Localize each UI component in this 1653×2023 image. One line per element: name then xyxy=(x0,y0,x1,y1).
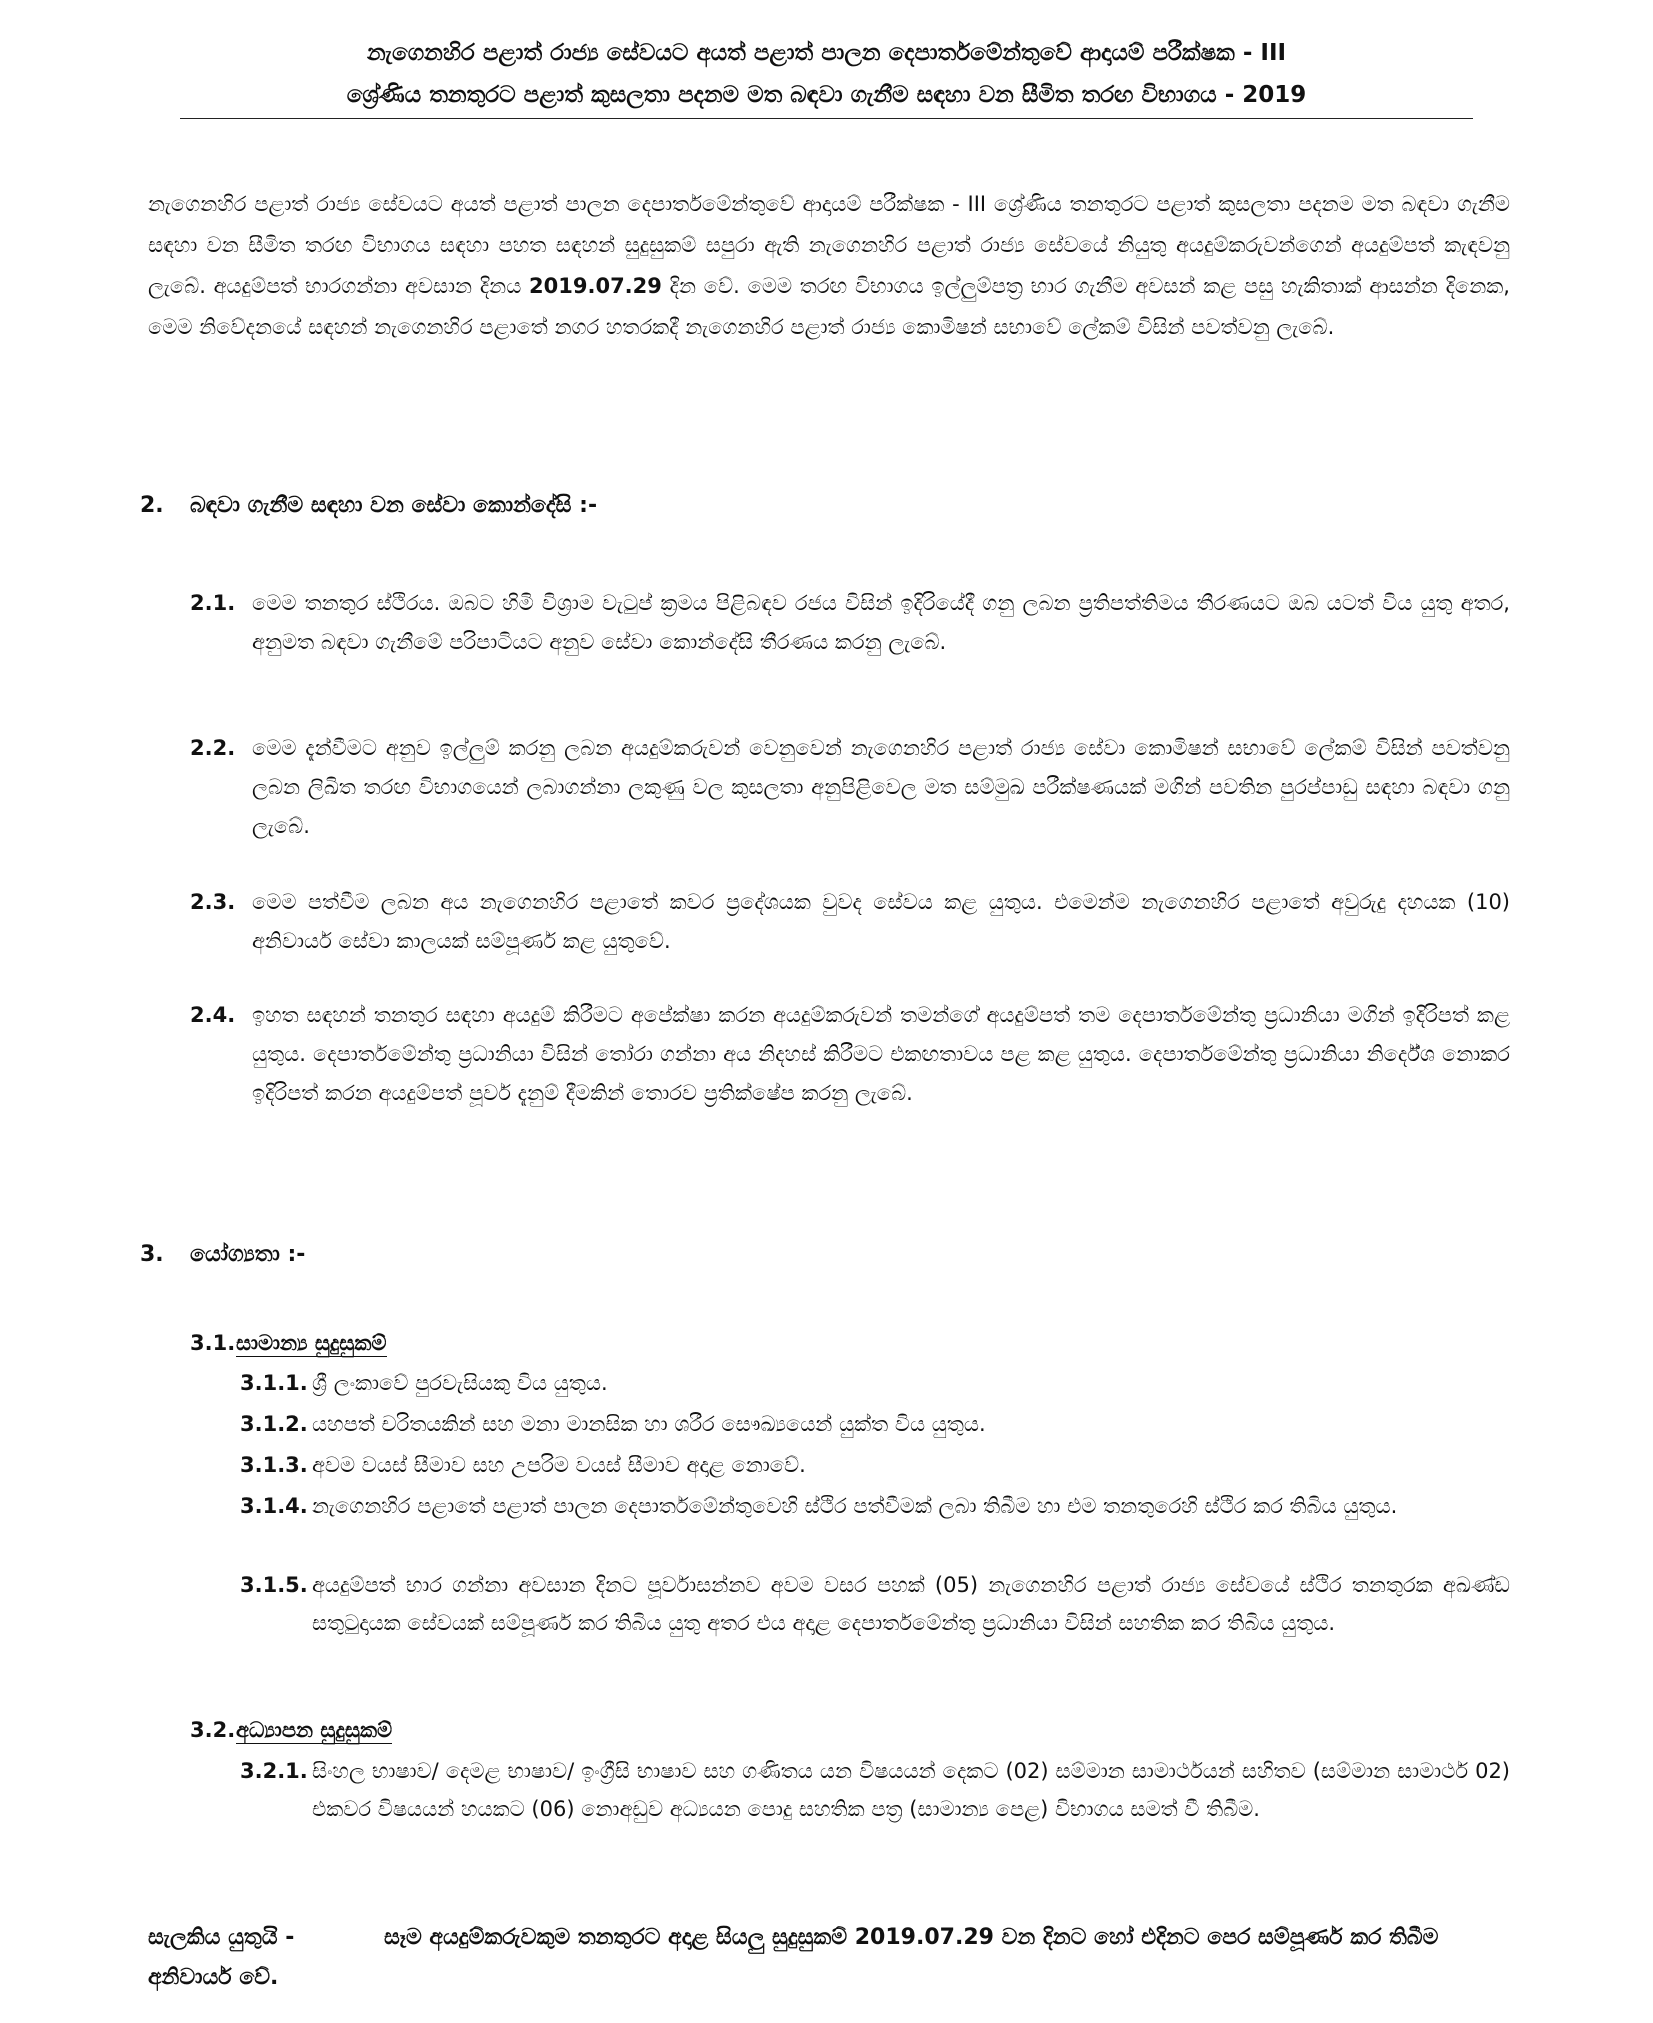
item-text: ශ්‍රී ලංකාවේ පුරවැසියකු විය යුතුය. xyxy=(312,1371,608,1395)
item-number: 3.1.5. xyxy=(240,1573,308,1597)
subsection-title: සාමාන්‍ය සුදුසුකම් xyxy=(236,1331,387,1355)
item-number: 3.1.4. xyxy=(240,1494,308,1518)
clause-number: 2.2. xyxy=(190,736,236,760)
clause-text: මෙම දැන්වීමට අනුව ඉල්ලුම් කරනු ලබන අයදුම්කරුවන් වෙනුවෙන් නැගෙනහිර පළාත් රාජ්‍ය සේවා කොමිෂන් සභාවේ ලේකම් විසින් පවත්වනු ලබන ලිඛිත තරඟ විභාගයෙන් ලබාගන්නා ලකුණු වල කුසලතා අනුපිළිවෙල මත සම්මුඛ පරීක්ෂණයක් මගින් පවතින පුරප්පාඩු සඳහා බඳවා ගනු ලැබේ. xyxy=(252,736,1510,838)
clause-2-4 xyxy=(190,996,1510,1113)
clause-2-3 xyxy=(190,883,1510,961)
item-3-1-1 xyxy=(240,1364,1510,1402)
subsection-3-1-heading xyxy=(190,1325,387,1361)
clause-number: 2.1. xyxy=(190,591,236,615)
section-2-number: 2. xyxy=(140,493,164,518)
subsection-number: 3.2. xyxy=(190,1718,236,1742)
item-3-1-3 xyxy=(240,1446,1510,1484)
notice-label: සැලකිය යුතුයි - xyxy=(148,1925,295,1950)
subsection-number: 3.1. xyxy=(190,1331,236,1355)
item-number: 3.1.2. xyxy=(240,1412,308,1436)
clause-text: මෙම පත්වීම ලබන අය නැගෙනහිර පළාතේ කවර ප්‍රදේශයක වුවද සේවය කළ යුතුය. එමෙන්ම නැගෙනහිර පළාතේ අවුරුදු දහයක (10) අනිවාර්ය සේවා කාලයක් සම්පූර්ණ කළ යුතුවේ. xyxy=(252,890,1510,953)
item-text: සිංහල භාෂාව/ දෙමළ භාෂාව/ ඉංග්‍රීසි භාෂාව සහ ගණිතය යන විෂයයන් දෙකට (02) සම්මාන සාමාර්ථයන් සහිතව (සම්මාන සාමාර්ථ 02) එකවර විෂයයන් හයකට (06) නොඅඩුව අධ්‍යයන පොදු සහතික පත්‍ර (සාමාන්‍ය පෙළ) විභාගය සමත් වී තිබීම. xyxy=(312,1759,1510,1821)
notice-text: සෑම අයදුම්කරුවකුම තනතුරට අදාළ සියලු සුදුසුකම් 2019.07.29 වන දිනට හෝ එදිනට පෙර සම්පූර්ණ කර තිබීම අනිවාර්ය වේ. xyxy=(148,1925,1439,1990)
closing-date: 2019.07.29 xyxy=(529,274,662,298)
intro-text-part2: දින වේ. මෙම තරඟ විභාගය ඉල්ලුම්පත්‍ර භාර ගැනීම අවසන් කළ පසු හැකිතාක් ආසන්න දිනෙක, මෙම නිවේදනයේ සඳහන් නැගෙනහිර පළාතේ නගර හතරකදී නැගෙනහිර පළාත් රාජ්‍ය කොමිෂන් සභාවේ ලේකම් විසින් පවත්වනු ලැබේ. xyxy=(148,274,1510,339)
title-line-1: නැගෙනහිර පළාත් රාජ්‍ය සේවයට අයත් පළාත් පාලන දෙපාර්තමේන්තුවේ ආදායම් පරීක්ෂක - III xyxy=(366,40,1287,66)
subsection-title: අධ්‍යාපන සුදුසුකම් xyxy=(236,1718,393,1742)
section-2-title: බඳවා ගැනීම සඳහා වන සේවා කොන්දේසි :- xyxy=(190,493,598,518)
subsection-3-2-heading xyxy=(190,1712,392,1748)
clause-number: 2.3. xyxy=(190,890,236,914)
item-3-1-5 xyxy=(240,1566,1510,1642)
item-3-1-2 xyxy=(240,1405,1510,1443)
intro-text-part1: නැගෙනහිර පළාත් රාජ්‍ය සේවයට අයත් පළාත් පාලන දෙපාර්තමේන්තුවේ ආදායම් පරීක්ෂක - III ශ්‍රේණිය තනතුරට පළාත් කුසලතා පදනම මත බඳවා ගැනීම සඳහා වන සීමිත තරඟ විභාගය සඳහා පහත සඳහන් සුදුසුකම් සපුරා ඇති නැගෙනහිර පළාත් රාජ්‍ය සේවයේ නියුතු අයදුම්කරුවන්ගෙන් අයදුම්පත් කැඳවනු ලැබේ. අයදුම්පත් භාරගන්නා අවසාන දිනය xyxy=(148,192,1510,298)
item-number: 3.1.1. xyxy=(240,1371,308,1395)
item-3-1-4 xyxy=(240,1487,1510,1525)
item-text: අයදුම්පත් භාර ගන්නා අවසාන දිනට පූර්වාසන්නව අවම වසර පහක් (05) නැගෙනහිර පළාත් රාජ්‍ය සේවයේ ස්ථිර තනතුරක අඛණ්ඩ සතුටුදායක සේවයක් සම්පූර්ණ කර තිබිය යුතු අතර එය අදාළ දෙපාර්තමේන්තු ප්‍රධානියා විසින් සහතික කර තිබිය යුතුය. xyxy=(312,1573,1510,1635)
section-3-heading xyxy=(140,1238,1440,1272)
section-2-heading xyxy=(140,489,1440,523)
clause-2-2 xyxy=(190,729,1510,846)
item-text: යහපත් චරිතයකින් සහ මනා මානසික හා ශරීර සෞඛ්‍යයෙන් යුක්ත විය යුතුය. xyxy=(312,1412,986,1436)
section-3-number: 3. xyxy=(140,1242,164,1267)
section-3-title: යෝග්‍යතා :- xyxy=(190,1242,306,1267)
important-notice xyxy=(148,1918,1510,1998)
item-number: 3.2.1. xyxy=(240,1759,308,1783)
title-underline xyxy=(180,118,1473,119)
intro-paragraph xyxy=(148,184,1510,348)
item-3-2-1 xyxy=(240,1752,1510,1828)
title-line-2: ශ්‍රේණිය තනතුරට පළාත් කුසලතා පදනම මත බඳවා ගැනීම සඳහා වන සීමිත තරඟ විභාගය - 2019 xyxy=(346,82,1307,108)
item-number: 3.1.3. xyxy=(240,1453,308,1477)
clause-text: ඉහත සඳහන් තනතුර සඳහා අයදුම් කිරීමට අපේක්ෂා කරන අයදුම්කරුවන් තමන්ගේ අයදුම්පත් තම දෙපාර්තමේන්තු ප්‍රධානියා මගින් ඉදිරිපත් කළ යුතුය. දෙපාර්තමේන්තු ප්‍රධානියා විසින් තෝරා ගන්නා අය නිදහස් කිරීමට එකඟතාවය පළ කළ යුතුය. දෙපාර්තමේන්තු ප්‍රධානියා නිර්දේශ නොකර ඉදිරිපත් කරන අයදුම්පත් පූර්ව දැනුම් දීමකින් තොරව ප්‍රතික්ෂේප කරනු ලැබේ. xyxy=(252,1003,1510,1105)
clause-2-1 xyxy=(190,584,1510,662)
document-title xyxy=(180,32,1473,116)
item-text: අවම වයස් සීමාව සහ උපරිම වයස් සීමාව අදාළ නොවේ. xyxy=(312,1453,806,1477)
clause-number: 2.4. xyxy=(190,1003,236,1027)
item-text: නැගෙනහිර පළාතේ පළාත් පාලන දෙපාර්තමේන්තුවෙහි ස්ථිර පත්වීමක් ලබා තිබීම හා එම තනතුරෙහි ස්ථිර කර තිබිය යුතුය. xyxy=(312,1494,1398,1518)
clause-text: මෙම තනතුර ස්ථිරය. ඔබට හිමි විශ්‍රාම වැටුප් ක්‍රමය පිළිබඳව රජය විසින් ඉදිරියේදී ගනු ලබන ප්‍රතිපත්තිමය තීරණයට ඔබ යටත් විය යුතු අතර, අනුමත බඳවා ගැනීමේ පරිපාටියට අනුව සේවා කොන්දේසි තීරණය කරනු ලැබේ. xyxy=(252,591,1510,654)
